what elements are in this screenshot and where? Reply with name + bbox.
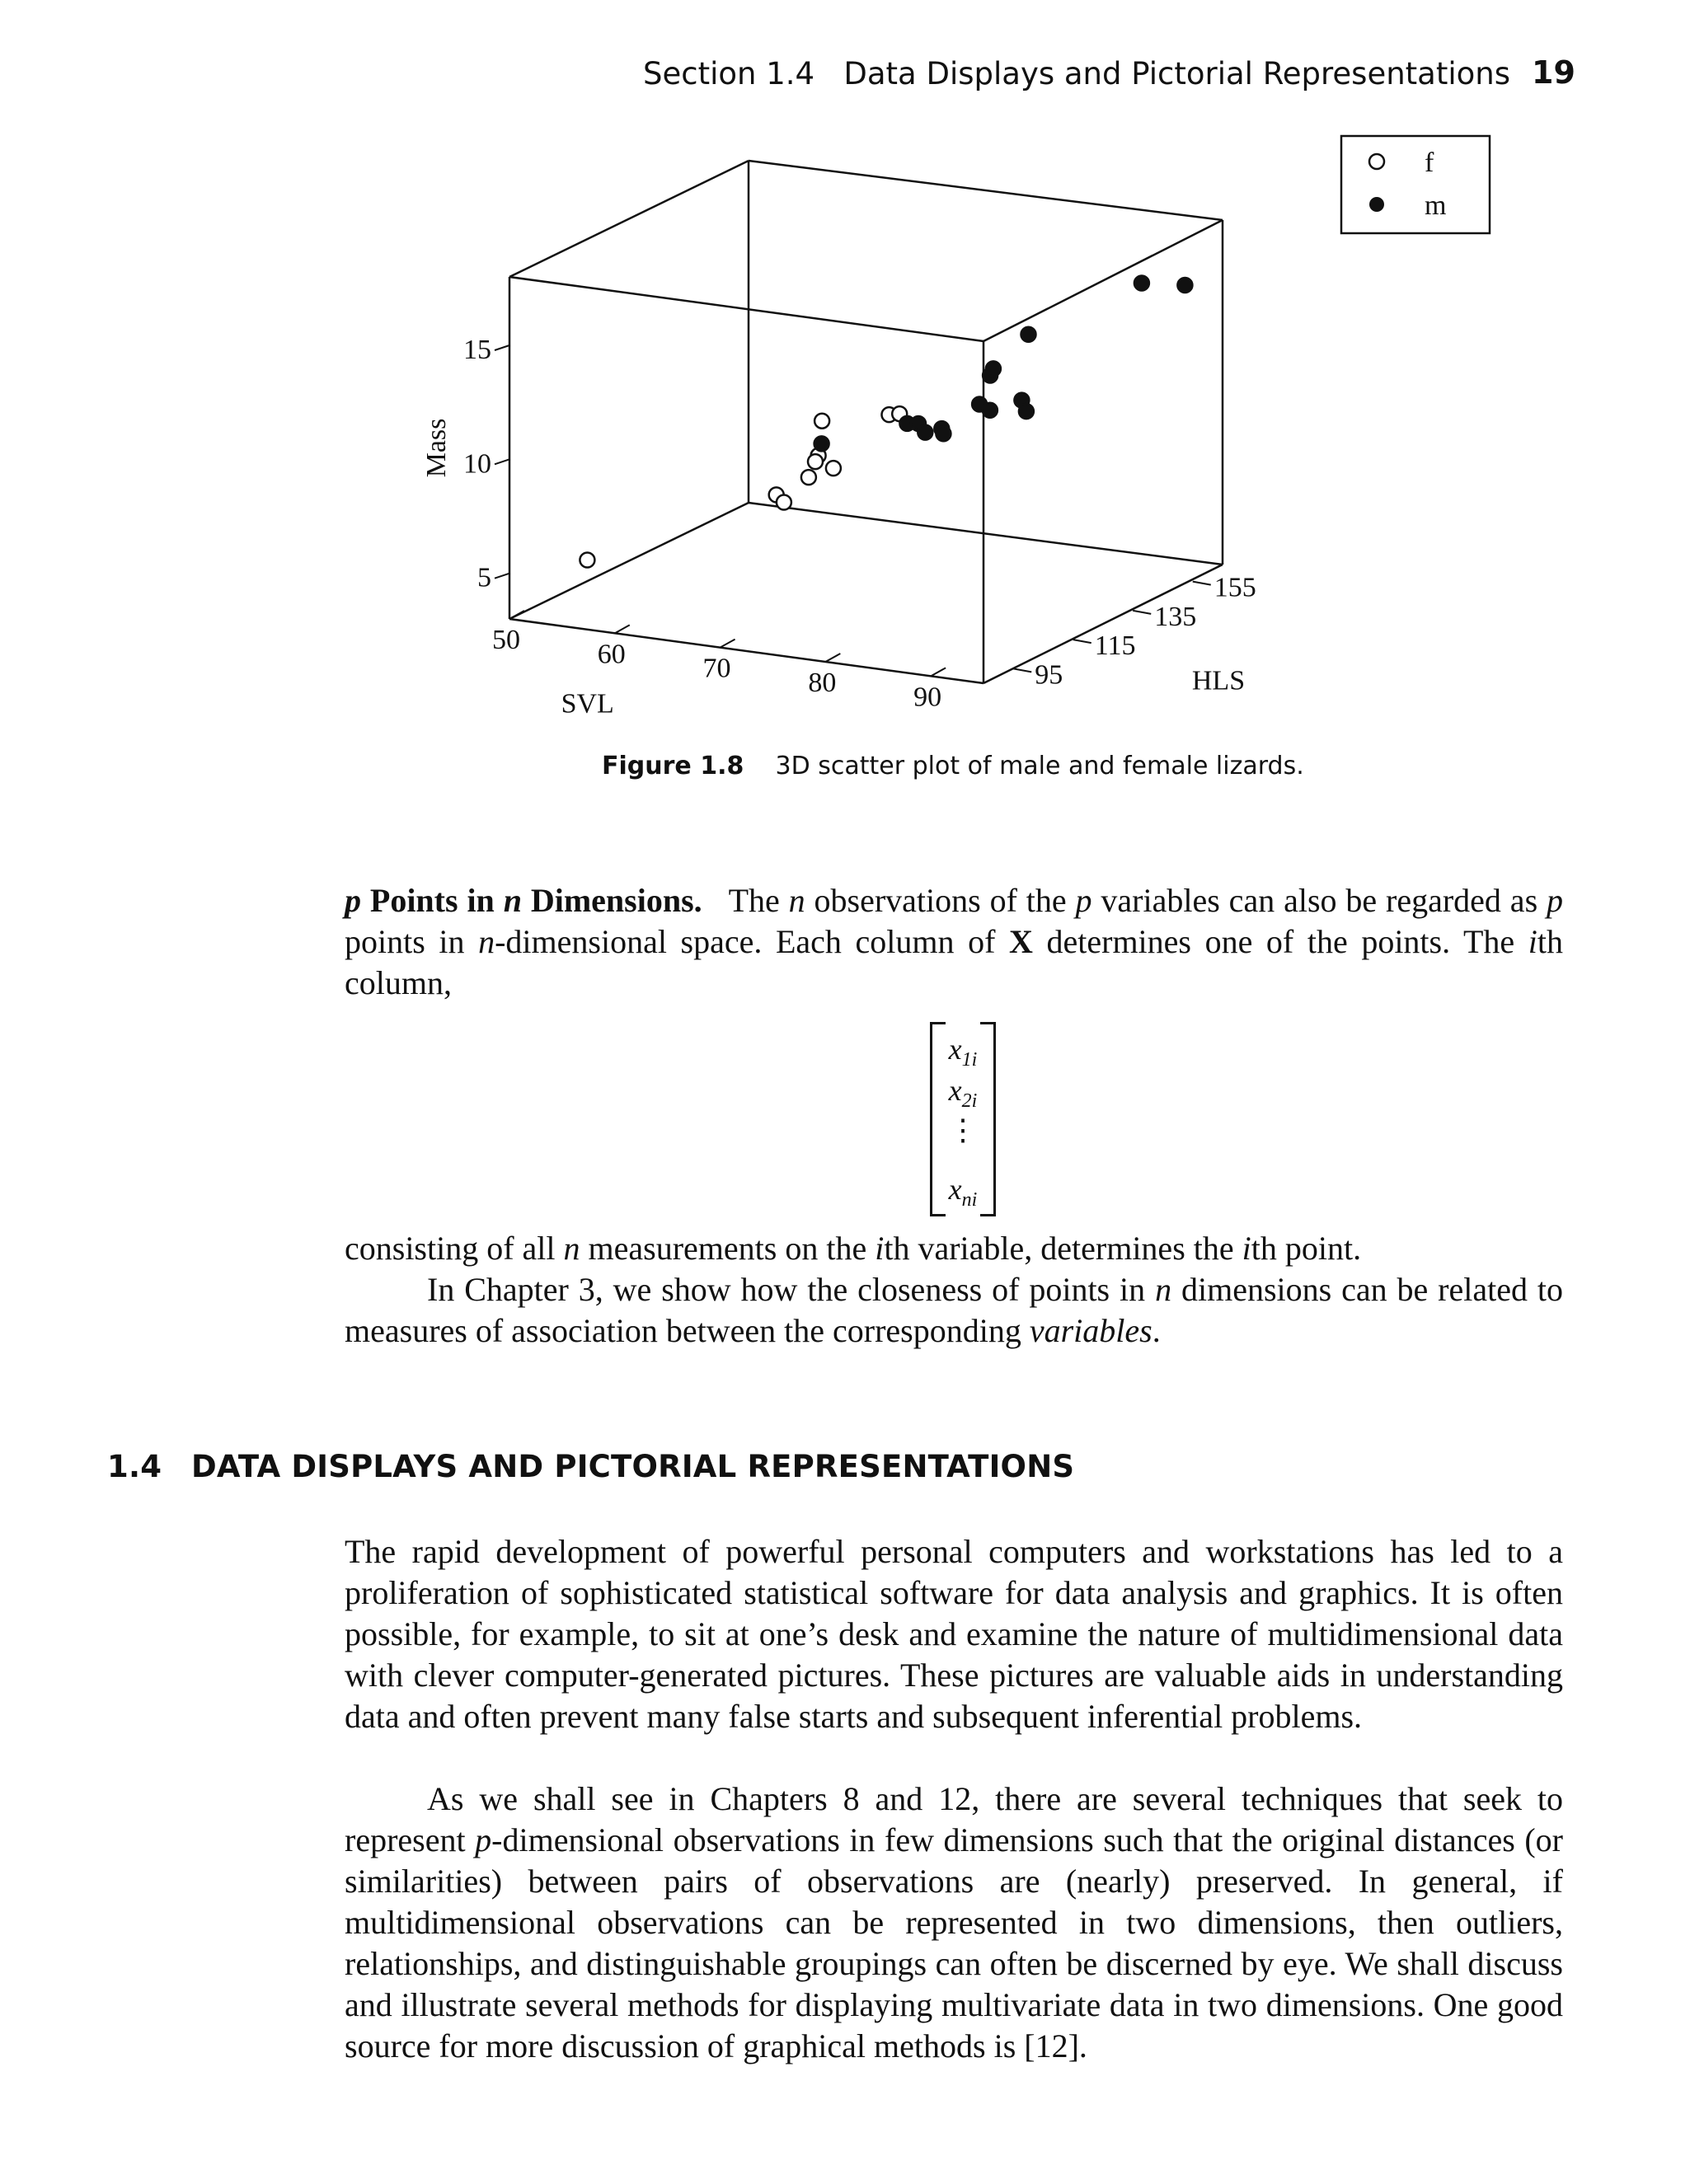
legend-label-m: m [1425, 190, 1447, 221]
figure-caption [602, 752, 1304, 780]
box-edge [509, 161, 749, 277]
p-points-paragraph-3: In Chapter 3, we show how the closeness of points in n dimensions can be related to measures of association between the corresponding variables. [345, 1271, 1563, 1349]
p-points-paragraph: p Points in n Dimensions. The n observations of the p variables can also be regarded as p points in n-dimensional space. Each column of X determines one of the points. The ith column, [345, 882, 1564, 1001]
x-axis-title: SVL [561, 688, 614, 719]
column-vector [930, 1022, 996, 1213]
data-point-m [983, 403, 998, 418]
z-tick [495, 459, 509, 464]
data-point-f [826, 461, 841, 476]
section-heading [107, 1449, 1074, 1484]
data-point-f [777, 495, 791, 510]
x-tick-label: 50 [492, 625, 520, 655]
box-edge [749, 161, 1223, 220]
p-points-paragraph-2: consisting of all n measurements on the ith variable, determines the ith point. [345, 1230, 1362, 1267]
section-title: DATA DISPLAYS AND PICTORIAL REPRESENTATIONS [191, 1449, 1075, 1484]
matrix-entry: $x_{ni}$ [948, 1173, 978, 1212]
legend-open-marker [1369, 154, 1384, 169]
axis-labels [421, 335, 1256, 719]
data-point-m [936, 426, 951, 441]
x-tick [825, 654, 840, 662]
z-tick [495, 574, 509, 579]
x-tick-label: 70 [702, 653, 731, 684]
figure-caption-text: 3D scatter plot of male and female lizards. [775, 752, 1304, 780]
x-tick-label: 80 [808, 668, 837, 698]
data-point-f [580, 553, 594, 568]
matrix-entry: ⋮ [948, 1113, 978, 1146]
x-tick [615, 625, 630, 633]
y-tick-label: 115 [1094, 630, 1136, 662]
z-axis-title: Mass [421, 418, 452, 478]
z-tick [495, 345, 509, 350]
x-tick-label: 90 [913, 682, 942, 713]
box-edge [749, 503, 1223, 565]
data-point-m [986, 361, 1001, 376]
data-point-m [1134, 276, 1149, 291]
y-tick [1193, 582, 1211, 585]
legend-label-f: f [1425, 148, 1434, 178]
data-point-f [808, 454, 823, 469]
box-edge [509, 619, 983, 683]
section-number: 1.4 [107, 1449, 162, 1484]
matrix-entry: $x_{1i}$ [948, 1033, 978, 1071]
x-tick [509, 611, 524, 619]
y-tick [1013, 668, 1031, 672]
x-tick [931, 668, 946, 676]
z-tick-label: 10 [463, 448, 491, 480]
z-tick-label: 5 [477, 562, 491, 593]
y-tick [1133, 611, 1151, 614]
y-tick-label: 95 [1035, 659, 1063, 691]
y-tick-label: 155 [1214, 572, 1256, 603]
running-title: Section 1.4 Data Displays and Pictorial Representations [643, 56, 1511, 91]
data-point-m [1019, 404, 1034, 419]
plot-box [509, 161, 1223, 683]
figure-label: Figure 1.8 [602, 752, 744, 780]
p-points-lead: p Points in n Dimensions. [345, 882, 702, 919]
data-point-f [801, 470, 816, 485]
data-point-f [814, 414, 829, 429]
section-paragraph-2: As we shall see in Chapters 8 and 12, there are several techniques that seek to represent p-dimensional observations in few dimensions such that the original distances (or similarities) between pairs of observations are (nearly) preserved. In general, if multidimensional observations can be represented in two dimensions, then outliers, relationships, and distinguishable groupings can often be discerned by eye. We shall discuss and illustrate several methods for displaying multivariate data in two dimensions. One good source for more discussion of graphical methods is [12]. [345, 1780, 1563, 2064]
legend [1341, 136, 1490, 233]
section-paragraph-1: The rapid development of powerful personal computers and workstations has led to a proliferation of sophisticated statistical software for data analysis and graphics. It is often possible, for example, to sit at one’s desk and examine the nature of multidimensional data with clever computer-generated pictures. These pictures are valuable aids in understanding data and often prevent many false starts and subsequent inferential problems. [345, 1533, 1563, 1735]
box-edge [509, 277, 983, 341]
y-tick [1073, 640, 1091, 643]
z-tick-label: 15 [463, 335, 491, 365]
x-tick-label: 60 [597, 639, 626, 670]
data-point-m [814, 436, 829, 451]
data-point-m [918, 425, 932, 440]
x-tick [721, 640, 735, 648]
matrix-entry: $x_{2i}$ [948, 1074, 978, 1113]
page-number: 19 [1532, 54, 1575, 91]
data-point-m [1021, 327, 1036, 342]
y-axis-title: HLS [1191, 665, 1246, 696]
scatter-3d-figure [0, 0, 1690, 791]
data-points [580, 276, 1192, 568]
y-tick-label: 135 [1154, 601, 1197, 632]
box-edge [509, 503, 749, 619]
tick-marks [495, 345, 1211, 676]
data-point-m [1177, 278, 1192, 293]
legend-filled-marker [1369, 197, 1384, 212]
legend-box [1341, 136, 1490, 233]
